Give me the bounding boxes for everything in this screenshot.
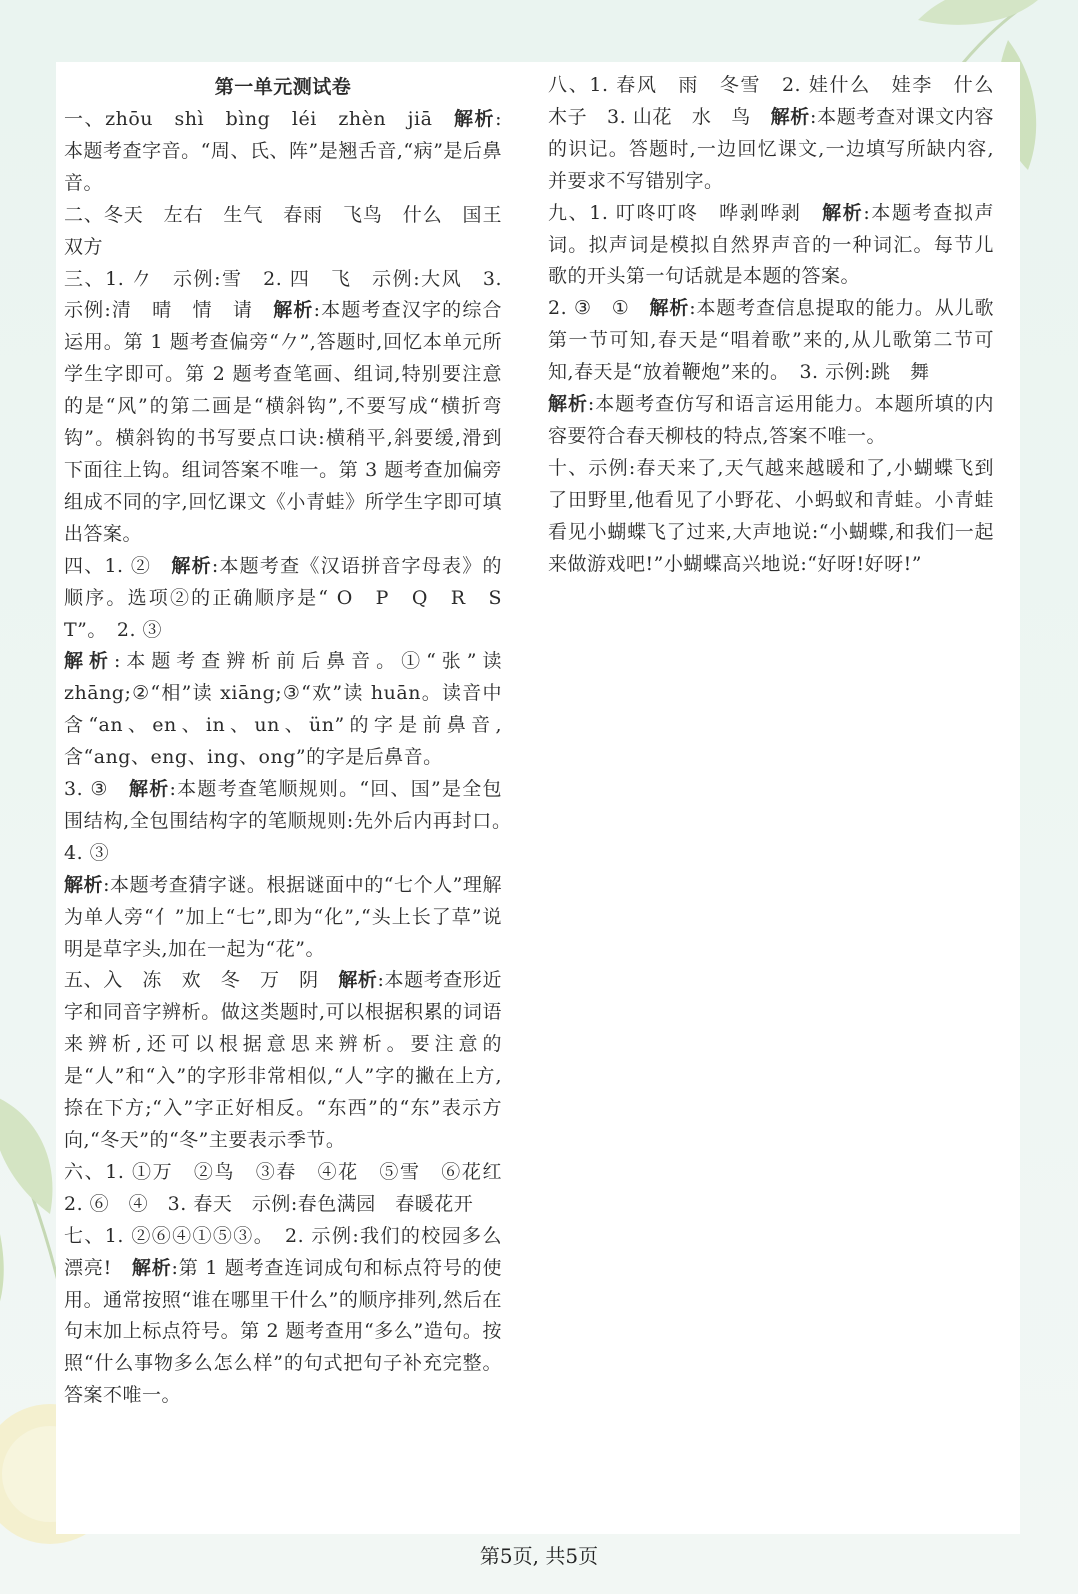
- analysis-label: 解析: [171, 554, 212, 577]
- analysis-text: :本题考查汉字的综合运用。第 1 题考查偏旁“𠂊”,答题时,回忆本单元所学生字即可。第 2 题考查笔画、组词,特别要注意的是“风”的第二画是“横斜钩”,不要写成“横折弯钩”。横斜钩的书写要点口诀:横稍平,斜要缓,滑到下面往上钩。组词答案不唯一。第 3 题考查加偏旁组成不同的字,回忆课文《小青蛙》所学生字即可填出答案。: [64, 299, 502, 545]
- answer-paragraph: [548, 389, 994, 453]
- analysis-text: :本题考查形近字和同音字辨析。做这类题时,可以根据积累的词语来辨析,还可以根据意思来辨析。要注意的是“人”和“入”的字形非常相似,“人”字的撇在上方,捺在下方;“入”字正好相反。“东西”的“东”表示方向,“冬天”的“冬”主要表示季节。: [64, 969, 502, 1151]
- answer-paragraph: [64, 965, 502, 1156]
- answer-text: 五、入 冻 欢 冬 万 阴: [64, 969, 339, 992]
- analysis-label: 解析: [64, 650, 114, 673]
- analysis-label: 解析: [649, 297, 690, 320]
- answer-text: 3. ③: [64, 778, 129, 801]
- answer-text: 六、1. ①万 ②鸟 ③春 ④花 ⑤雪 ⑥花红 2. ⑥ ④ 3. 春天 示例:春色满园 春暖花开: [64, 1160, 522, 1215]
- answer-paragraph: [64, 646, 502, 774]
- answer-paragraph: [64, 104, 502, 200]
- analysis-text: :本题考查笔顺规则。“回、国”是全包围结构,全包围结构字的笔顺规则:先外后内再封口。 4. ③: [64, 778, 522, 864]
- analysis-label: 解析: [64, 873, 104, 896]
- analysis-label: 解析: [338, 969, 378, 992]
- answer-paragraph: [548, 293, 994, 389]
- analysis-text: :本题考查对课文内容的识记。答题时,一边回忆课文,一边填写所缺内容,并要求不写错别字。: [548, 105, 994, 192]
- analysis-label: 解析: [770, 105, 810, 128]
- answer-paragraph: [64, 200, 522, 264]
- analysis-text: :本题考查字音。“周、氏、阵”是翘舌音,“病”是后鼻音。: [64, 108, 502, 194]
- answer-paragraph: [64, 1221, 502, 1412]
- analysis-text: :本题考查猜字谜。根据谜面中的“七个人”理解为单人旁“亻”加上“七”,即为“化”,“头上长了草”说明是草字头,加在一起为“花”。: [64, 873, 502, 960]
- analysis-label: 解析: [548, 393, 588, 416]
- answer-paragraph: [64, 264, 502, 551]
- answer-paragraph: [64, 1157, 522, 1221]
- analysis-text: :本题考查《汉语拼音字母表》的顺序。选项②的正确顺序是“ O P Q R S T”。 2. ③: [64, 554, 522, 641]
- answer-paragraph: [548, 198, 994, 294]
- analysis-text: :本题考查辨析前后鼻音。①“张”读 zhāng;②“相”读 xiāng;③“欢”读 huān。读音中含“an、en、in、un、ün”的字是前鼻音,含“ang、eng、ing、ong”的字是后鼻音。: [64, 650, 502, 769]
- left-column: [64, 70, 522, 1412]
- answer-paragraph: [548, 453, 994, 581]
- answer-text: 八、1. 春风 雨 冬雪 2. 娃什么 娃李 什么 木子 3. 山花 水 鸟: [548, 74, 1014, 128]
- right-column: [548, 70, 1014, 581]
- analysis-label: 解析: [822, 201, 864, 224]
- answer-text: 二、冬天 左右 生气 春雨 飞鸟 什么 国王 双方: [64, 203, 522, 258]
- left-answers: [64, 104, 522, 1412]
- answer-paragraph: [64, 551, 522, 647]
- answer-text: 三、1. 𠂊 示例:雪 2. 四 飞 示例:大风 3. 示例:清 晴 情 请: [64, 267, 502, 322]
- answer-text: 九、1. 叮咚叮咚 哗剥哗剥: [548, 201, 823, 224]
- answer-sheet: [56, 62, 1020, 1534]
- analysis-label: 解析: [454, 108, 496, 130]
- analysis-text: :第 1 题考查连词成句和标点符号的使用。通常按照“谁在哪里干什么”的顺序排列,然后在句末加上标点符号。第 2 题考查用“多么”造句。按照“什么事物多么怎么样”的句式把句子补充完整。答案不唯一。: [64, 1256, 502, 1407]
- answer-paragraph: [548, 70, 1014, 198]
- page-number: 第5页, 共5页: [479, 1544, 599, 1568]
- analysis-text: :本题考查仿写和语言运用能力。本题所填的内容要符合春天柳枝的特点,答案不唯一。: [548, 393, 994, 447]
- analysis-label: 解析: [128, 778, 170, 801]
- answer-paragraph: [64, 774, 522, 870]
- right-answers: [548, 70, 1014, 581]
- answer-text: 一、zhōu shì bìng léi zhèn jiā: [64, 108, 455, 130]
- analysis-label: 解析: [273, 299, 314, 322]
- analysis-text: :本题考查信息提取的能力。从儿歌第一节可知,春天是“唱着歌”来的,从儿歌第二节可知,春天是“放着鞭炮”来的。 3. 示例:跳 舞: [548, 297, 995, 384]
- analysis-label: 解析: [131, 1256, 172, 1279]
- answer-paragraph: [64, 870, 502, 966]
- answer-text: 七、1. ②⑥④①⑤③。 2. 示例:我们的校园多么漂亮!: [64, 1224, 502, 1279]
- answer-text: 2. ③ ①: [548, 297, 650, 320]
- analysis-text: :本题考查拟声词。拟声词是模拟自然界声音的一种词汇。每节儿歌的开头第一句话就是本题的答案。: [548, 201, 994, 288]
- page-title: 第一单元测试卷: [214, 76, 352, 98]
- answer-text: 十、示例:春天来了,天气越来越暖和了,小蝴蝶飞到了田野里,他看见了小野花、小蚂蚁和青蛙。小青蛙看见小蝴蝶飞了过来,大声地说:“小蝴蝶,和我们一起来做游戏吧!”小蝴蝶高兴地说:“好呀!好呀!”: [548, 456, 994, 575]
- answer-text: 四、1. ②: [64, 554, 172, 577]
